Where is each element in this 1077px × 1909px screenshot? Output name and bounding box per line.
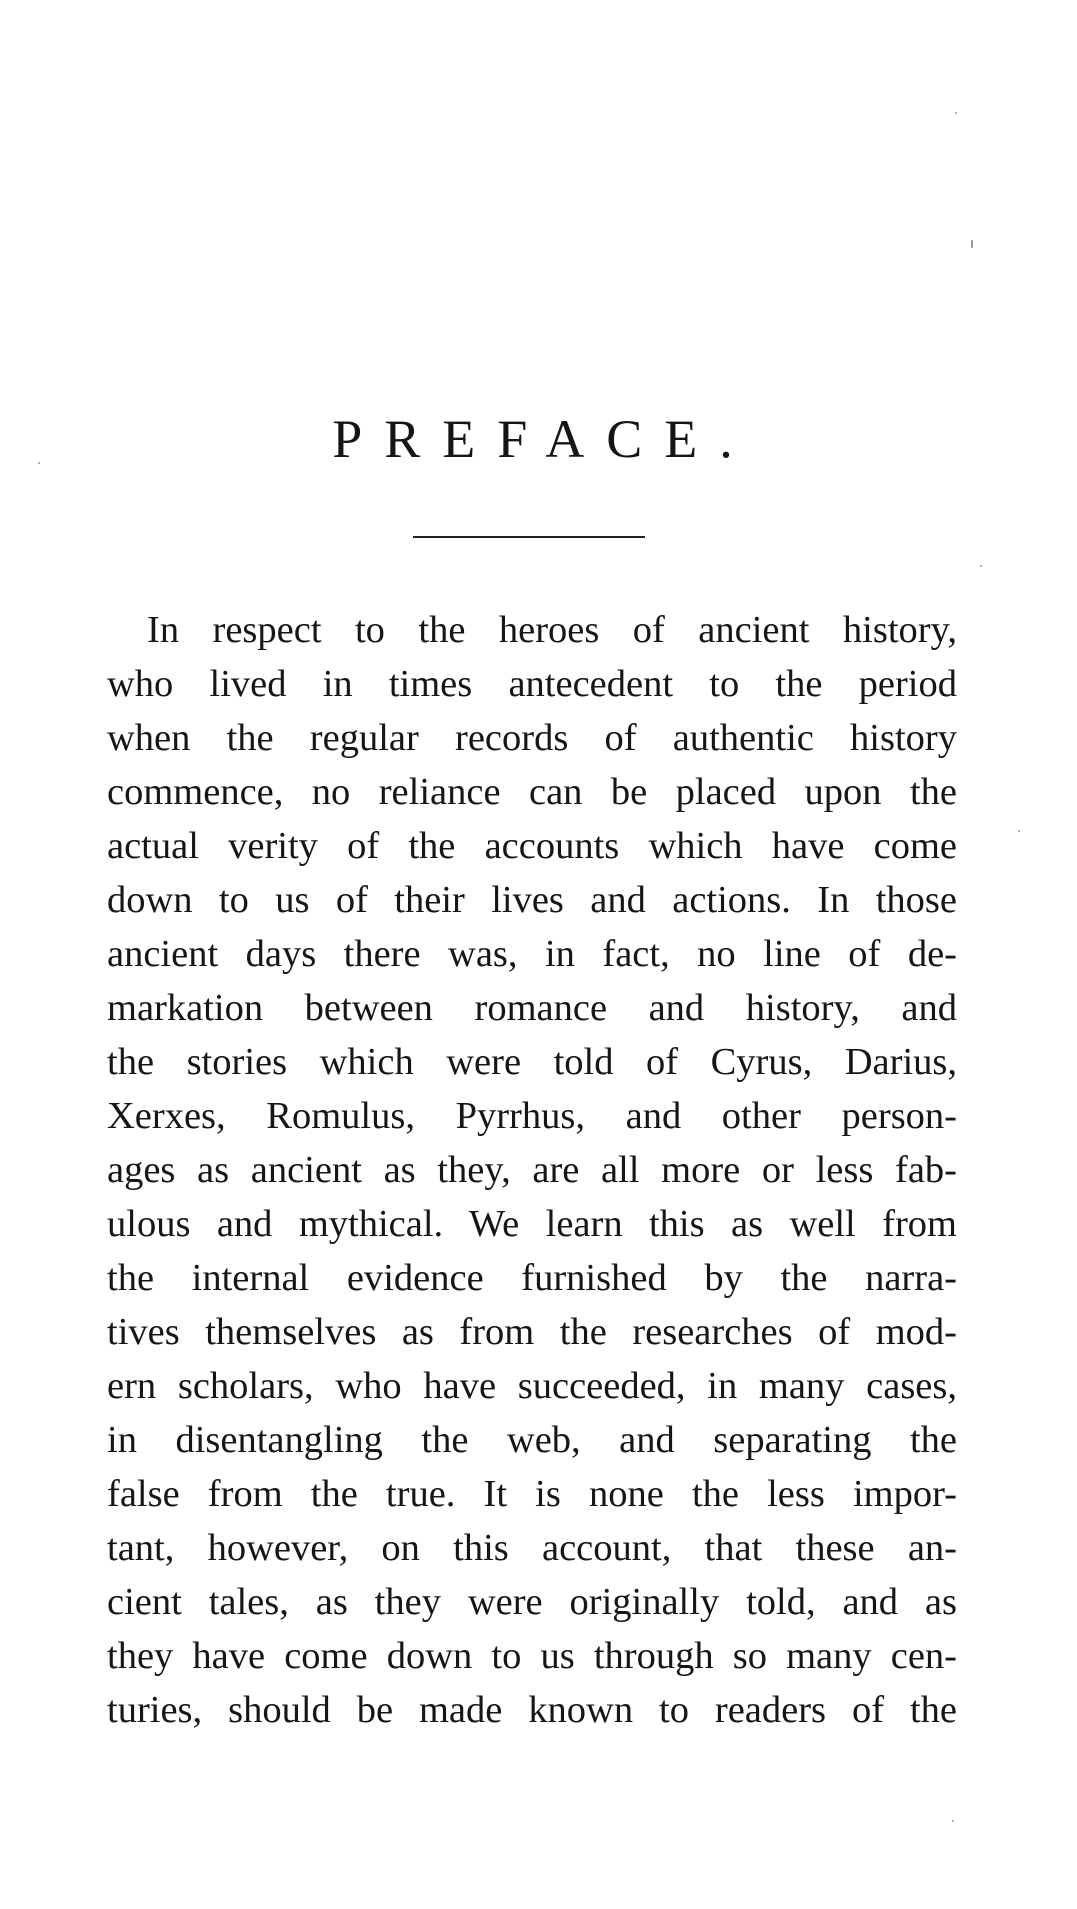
- text-line: down to us of their lives and actions. In those: [107, 879, 957, 921]
- text-line: markation between romance and history, and: [107, 987, 957, 1029]
- title-rule: [413, 536, 645, 538]
- paper-speck: [980, 565, 982, 567]
- paper-speck: [1018, 830, 1020, 832]
- text-line: Xerxes, Romulus, Pyrrhus, and other person-: [107, 1095, 957, 1137]
- text-line: who lived in times antecedent to the period: [107, 663, 957, 705]
- text-line: the internal evidence furnished by the narra-: [107, 1257, 957, 1299]
- text-line: false from the true. It is none the less impor-: [107, 1473, 957, 1515]
- text-line: the stories which were told of Cyrus, Darius,: [107, 1041, 957, 1083]
- text-line: actual verity of the accounts which have come: [107, 825, 957, 867]
- text-line: In respect to the heroes of ancient history,: [147, 609, 957, 651]
- page-title: PREFACE.: [332, 409, 755, 469]
- text-line: when the regular records of authentic history: [107, 717, 957, 759]
- text-line: they have come down to us through so many cen-: [107, 1635, 957, 1677]
- preface-text: [107, 603, 957, 1737]
- paper-speck: [952, 1820, 954, 1822]
- text-line: ern scholars, who have succeeded, in many cases,: [107, 1365, 957, 1407]
- paper-speck: [955, 112, 957, 114]
- text-line: ancient days there was, in fact, no line of de-: [107, 933, 957, 975]
- paper-speck: [38, 462, 40, 464]
- paper-speck: [971, 240, 973, 248]
- text-line: ages as ancient as they, are all more or less fab-: [107, 1149, 957, 1191]
- text-line: in disentangling the web, and separating the: [107, 1419, 957, 1461]
- text-line: ulous and mythical. We learn this as well from: [107, 1203, 957, 1245]
- text-line: commence, no reliance can be placed upon the: [107, 771, 957, 813]
- text-line: tant, however, on this account, that these an-: [107, 1527, 957, 1569]
- text-line: cient tales, as they were originally told, and as: [107, 1581, 957, 1623]
- text-line: turies, should be made known to readers of the: [107, 1689, 957, 1731]
- text-line: tives themselves as from the researches of mod-: [107, 1311, 957, 1353]
